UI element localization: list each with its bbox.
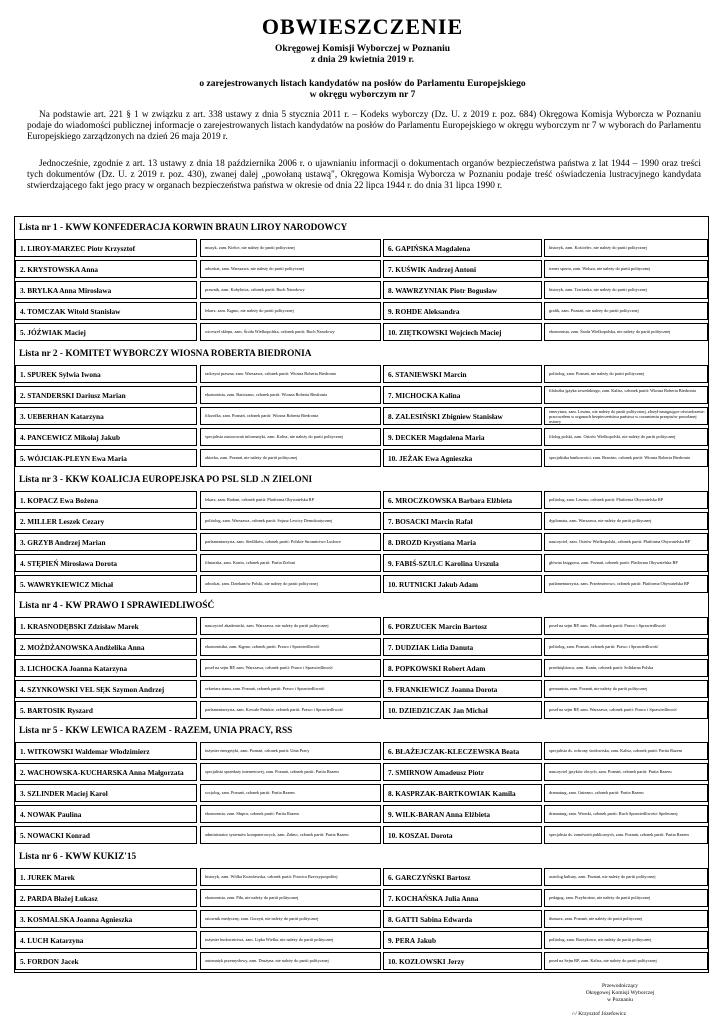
candidate-name: 6. PORZUCEK Marcin Bartosz [388, 622, 488, 631]
table-cell [383, 554, 542, 572]
table-cell [200, 407, 381, 425]
candidate-details: automatyk przemysłowy, zam. Drużyna, nie należy do partii politycznej [205, 958, 329, 963]
candidate-details: nauczyciel, zam. Ostrów Wielkopolski, członek partii: Platforma Obywatelska RP [549, 539, 691, 544]
candidate-name: 10. JEŻAK Ewa Agnieszka [388, 454, 473, 463]
candidate-details: ratownik medyczny, zam. Gorzyń, nie należy do partii politycznej [205, 916, 319, 921]
table-cell [383, 260, 542, 278]
candidate-name: 3. UEBERHAN Katarzyna [20, 412, 104, 421]
candidate-name: 8. KASPRZAK-BARTKOWIAK Kamila [388, 789, 516, 798]
candidate-details: aktorka, zam. Poznań, nie należy do partii politycznej [205, 455, 298, 460]
candidate-details: historyk, zam. Wólka Kozodawska, członek partii: Prawica Rzeczypospolitej [205, 874, 338, 879]
table-cell [383, 386, 542, 404]
candidate-name: 9. WILK-BARAN Anna Elżbieta [388, 810, 491, 819]
candidate-name: 1. WITKOWSKI Waldemar Włodzimierz [20, 747, 150, 756]
table-cell [200, 784, 381, 802]
table-cell [15, 239, 197, 257]
candidate-details: astrolog kultury, zam. Poznań, nie należy do partii politycznej [549, 874, 656, 879]
candidate-name: 2. KRYSTOWSKA Anna [20, 265, 99, 274]
candidate-details: adwokat, zam. Dziekanów Polski, nie należy do partii politycznej [205, 581, 318, 586]
table-cell [200, 659, 381, 677]
candidate-name: 4. SZYNKOWSKI VEL SĘK Szymon Andrzej [20, 685, 165, 694]
candidate-details: ekonomista, zam. Piła, nie należy do partii politycznej [205, 895, 299, 900]
table-cell [200, 365, 381, 383]
candidate-lists [14, 216, 709, 973]
candidate-details: poseł na Sejm RP, zam. Kalisz, nie należy do partii politycznej [549, 958, 657, 963]
table-cell [544, 826, 708, 844]
candidate-details: parlamentarzysta, zam. Kowale Pańskie, członek partii: Prawo i Sprawiedliwość [205, 707, 344, 712]
candidate-details: sekretarz stanu, zam. Poznań, członek partii: Prawo i Sprawiedliwość [205, 686, 325, 691]
candidate-details: lekarz, zam. Radom, członek partii: Platforma Obywatelska RP [205, 497, 315, 502]
table-cell [383, 952, 542, 970]
table-cell [15, 491, 197, 509]
table-cell [15, 952, 197, 970]
candidate-name: 5. WAWRYKIEWICZ Michał [20, 580, 114, 589]
table-cell [15, 260, 197, 278]
list-title: Lista nr 1 - KWW KONFEDERACJA KORWIN BRAUN LIROY NARODOWCY [19, 223, 348, 233]
table-cell [200, 491, 381, 509]
table-cell [15, 386, 197, 404]
table-cell [15, 868, 197, 886]
table-cell [383, 491, 542, 509]
table-cell [15, 449, 197, 467]
table-row [15, 680, 708, 701]
table-row [15, 260, 708, 281]
candidate-name: 7. KOCHAŃSKA Julia Anna [388, 894, 479, 903]
table-cell [544, 680, 708, 698]
candidate-name: 2. WACHOWSKA-KUCHARSKA Anna Małgorzata [20, 768, 184, 777]
candidate-details: radczyni prawna, zam. Warszawa, członek partii: Wiosna Roberta Biedronia [205, 371, 336, 376]
lustration-paragraph: Jednocześnie, zgodnie z art. 13 ustawy z dnia 18 października 2006 r. o ujawnianiu informacji o dokumentach organów bezpieczeństwa państwa z lat 1944 – 1990 oraz treści tych dokumentów (Dz. U. z 2019 r. poz. 430), zwanej dalej „powołaną ustawą", Okręgowa Komisja Wyborcza w Poznaniu podaje treść oświadczenia lustracyjnego kandydata stwierdzającego fakt jego pracy w organach bezpieczeństwa państwa w okresie od dnia 22 lipca 1944 r. do dnia 31 lipca 1990 r. [27, 159, 701, 191]
table-row [15, 386, 708, 407]
candidate-table [15, 365, 708, 470]
candidate-details: specjalista ds. ochrony środowiska, zam. Kalisz, członek partii: Partia Razem [549, 748, 683, 753]
table-cell [544, 701, 708, 719]
table-cell [383, 742, 542, 760]
candidate-name: 10. DZIEDZICZAK Jan Michał [388, 706, 488, 715]
candidate-details: prawnik, zam. Kobylnica, członek partii: Ruch Narodowy [205, 287, 305, 292]
table-cell [200, 617, 381, 635]
table-cell [383, 512, 542, 530]
table-cell [200, 763, 381, 781]
table-cell [15, 281, 197, 299]
table-cell [383, 302, 542, 320]
candidate-details: wiceszef sklepu, zam. Środa Wielkopolska, członek partii: Ruch Narodowy [205, 329, 335, 334]
table-row [15, 365, 708, 386]
table-cell [200, 239, 381, 257]
table-cell [15, 910, 197, 928]
candidate-name: 2. STANDERSKI Dariusz Marian [20, 391, 126, 400]
table-cell [200, 805, 381, 823]
table-cell [15, 701, 197, 719]
table-cell [544, 428, 708, 446]
candidate-details: lekarz, zam. Kępno, nie należy do partii politycznej [205, 308, 294, 313]
candidate-name: 10. ZIĘTKOWSKI Wojciech Maciej [388, 328, 502, 337]
commission-name: Okręgowej Komisji Wyborczej w Poznaniu [274, 44, 451, 54]
candidate-name: 2. PARDA Błażej Łukasz [20, 894, 98, 903]
candidate-details: historyk, zam. Kościelec, nie należy do partii politycznej [549, 245, 647, 250]
table-row [15, 575, 708, 596]
table-cell [200, 302, 381, 320]
table-cell [15, 302, 197, 320]
table-cell [383, 889, 542, 907]
candidate-details: filolog polski, zam. Ostrów Wielkopolski, nie należy do partii politycznej [549, 434, 676, 439]
table-cell [383, 239, 542, 257]
table-cell [383, 805, 542, 823]
table-cell [15, 512, 197, 530]
table-cell [544, 638, 708, 656]
table-cell [383, 910, 542, 928]
notice-date: z dnia 29 kwietnia 2019 r. [310, 55, 415, 65]
candidate-details: specjalistka bankowości, zam. Brzeżno, członek partii: Wiosna Roberta Biedronia [549, 455, 690, 460]
table-row [15, 742, 708, 763]
candidate-details: nauczyciel akademicki, zam. Warszawa, nie należy do partii politycznej [205, 623, 329, 628]
candidate-details: politolog, zam. Warszawa, członek partii: Sojusz Lewicy Demokratycznej [205, 518, 333, 523]
candidate-name: 6. GAPIŃSKA Magdalena [388, 244, 471, 253]
candidate-name: 10. KOZŁOWSKI Jerzy [388, 957, 465, 966]
table-row [15, 491, 708, 512]
signature-block [560, 983, 680, 1018]
table-row [15, 449, 708, 470]
candidate-name: 6. GARCZYŃSKI Bartosz [388, 873, 471, 882]
table-cell [544, 281, 708, 299]
table-cell [200, 554, 381, 572]
table-cell [15, 889, 197, 907]
candidate-details: specjalista sprzedaży internetowej, zam. Poznań, członek partii: Partia Razem [205, 769, 339, 774]
table-cell [15, 659, 197, 677]
table-row [15, 533, 708, 554]
candidate-name: 5. BARTOSIK Ryszard [20, 706, 93, 715]
table-cell [15, 680, 197, 698]
signature-commission: Okręgowej Komisji Wyborczej [585, 990, 655, 996]
candidate-name: 8. WAWRZYNIAK Piotr Bogusław [388, 286, 498, 295]
table-row [15, 407, 708, 428]
candidate-name: 9. DECKER Magdalena Maria [388, 433, 485, 442]
candidate-name: 9. ROHDE Aleksandra [388, 307, 460, 316]
candidate-details: germanista, zam. Poznań, nie należy do partii politycznej [549, 686, 648, 691]
candidate-details: dramaturg, zam. Wronki, członek partii: Ruch Sprawiedliwości Społecznej [549, 811, 678, 816]
table-cell [200, 260, 381, 278]
table-cell [383, 407, 542, 425]
table-cell [200, 680, 381, 698]
candidate-name: 1. LIROY-MARZEC Piotr Krzysztof [20, 244, 136, 253]
table-cell [200, 931, 381, 949]
candidate-name: 7. MICHOCKA Kalina [388, 391, 461, 400]
table-cell [544, 889, 708, 907]
table-cell [200, 742, 381, 760]
table-cell [15, 533, 197, 551]
table-row [15, 952, 708, 973]
candidate-details: filmarzka, zam. Konin, członek partii: Partia Zieloni [205, 560, 296, 565]
candidate-name: 1. SPUREK Sylwia Iwona [20, 370, 101, 379]
candidate-name: 7. SMIRNOW Amadeusz Piotr [388, 768, 484, 777]
table-row [15, 617, 708, 638]
candidate-details: politolog, zam. Poznań, członek partii: Prawo i Sprawiedliwość [549, 644, 659, 649]
table-cell [15, 575, 197, 593]
candidate-details: poseł na sejm RP, zam. Warszawa, członek partii: Prawo i Sprawiedliwość [205, 665, 333, 670]
table-cell [200, 386, 381, 404]
table-cell [200, 575, 381, 593]
table-cell [200, 428, 381, 446]
table-cell [544, 910, 708, 928]
candidate-name: 5. JÓŹWIAK Maciej [20, 328, 86, 337]
table-cell [544, 260, 708, 278]
table-row [15, 889, 708, 910]
candidate-details: administrator systemów komputerowych, zam. Żabno, członek partii: Partia Razem [205, 832, 349, 837]
candidate-details: grafik, zam. Poznań, nie należy do partii politycznej [549, 308, 639, 313]
notice-subject: o zarejestrowanych listach kandydatów na posłów do Parlamentu Europejskiego [199, 79, 526, 89]
candidate-details: tłumacz, zam. Poznań, nie należy do partii politycznej [549, 916, 643, 921]
candidate-name: 10. RUTNICKI Jakub Adam [388, 580, 479, 589]
candidate-details: główna księgowa, zam. Poznań, członek partii: Platforma Obywatelska RP [549, 560, 678, 565]
candidate-details: ekonomistka, zam. Kępno, członek partii: Prawo i Sprawiedliwość [205, 644, 320, 649]
table-cell [383, 701, 542, 719]
table-cell [544, 868, 708, 886]
table-cell [15, 365, 197, 383]
table-cell [383, 575, 542, 593]
table-row [15, 826, 708, 847]
candidate-name: 4. NOWAK Paulina [20, 810, 82, 819]
table-cell [200, 868, 381, 886]
candidate-details: inżynier energetyki, zam. Poznań, członek partii: Unia Pracy [205, 748, 310, 753]
table-row [15, 302, 708, 323]
candidate-details: inżynier budownictwa, zam. Lipka Wielka, nie należy do partii politycznej [205, 937, 334, 942]
table-cell [544, 742, 708, 760]
candidate-details: adwokat, zam. Warszawa, nie należy do partii politycznej [205, 266, 304, 271]
candidate-details: politolog, zam. Leszno, członek partii: Platforma Obywatelska RP [549, 497, 664, 502]
table-cell [383, 533, 542, 551]
table-row [15, 428, 708, 449]
candidate-table [15, 617, 708, 722]
candidate-name: 5. NOWACKI Konrad [20, 831, 90, 840]
list-title: Lista nr 6 - KWW KUKIZ'15 [19, 852, 137, 862]
candidate-details: przedsiębiorca, zam. Konin, członek partii: Solidarna Polska [549, 665, 654, 670]
table-row [15, 763, 708, 784]
candidate-details: trener sportu, zam. Wolsza, nie należy do partii politycznej [549, 266, 651, 271]
table-cell [15, 742, 197, 760]
candidate-name: 3. SZLINDER Maciej Karol [20, 789, 108, 798]
table-cell [544, 931, 708, 949]
candidate-name: 6. BŁAŻEJCZAK-KLECZEWSKA Beata [388, 747, 520, 756]
table-cell [383, 868, 542, 886]
table-cell [200, 910, 381, 928]
candidate-table [15, 868, 708, 973]
table-cell [200, 889, 381, 907]
table-cell [200, 826, 381, 844]
candidate-name: 1. JUREK Marek [20, 873, 75, 882]
candidate-name: 10. KOSZAL Dorota [388, 831, 453, 840]
candidate-details: emerytura, zam. Leszno, nie należy do partii politycznej, złożył następujące oświadczenie: pracowałem w organach bezpieczeństwa państwa w rozumieniu przepisów powołanej ustawy [549, 409, 705, 424]
candidate-name: 2. MOŻDŻANOWSKA Andżelika Anna [20, 643, 145, 652]
candidate-details: socjolog, zam. Poznań, członek partii: Partia Razem [205, 790, 295, 795]
candidate-name: 3. LICHOCKA Joanna Katarzyna [20, 664, 128, 673]
candidate-details: ekonomista, zam. Środa Wielkopolska, nie należy do partii politycznej [549, 329, 671, 334]
candidate-table [15, 239, 708, 344]
table-cell [544, 784, 708, 802]
list-title: Lista nr 5 - KKW LEWICA RAZEM - RAZEM, UNIA PRACY, RSS [19, 726, 293, 736]
signature-name: /-/ Krzysztof Józefowicz [572, 1011, 627, 1017]
candidate-name: 6. STANIEWSKI Marcin [388, 370, 467, 379]
candidate-name: 9. FABIŚ-SZULC Karolina Urszula [388, 559, 499, 568]
candidate-details: ekonomista, zam. Słupca, członek partii: Partia Razem [205, 811, 299, 816]
page-title: OBWIESZCZENIE [261, 14, 464, 39]
candidate-name: 7. KUŚWIK Andrzej Antoni [388, 265, 476, 274]
table-cell [383, 659, 542, 677]
candidate-name: 3. BRYLKA Anna Mirosława [20, 286, 112, 295]
table-cell [383, 638, 542, 656]
table-row [15, 910, 708, 931]
candidate-details: politolog, zam. Borzykowo, nie należy do partii politycznej [549, 937, 652, 942]
candidate-name: 4. PANCEWICZ Mikołaj Jakub [20, 433, 121, 442]
table-cell [383, 365, 542, 383]
list-title: Lista nr 4 - KW PRAWO I SPRAWIEDLIWOŚĆ [19, 601, 215, 611]
candidate-details: specjalista ds. zamówień publicznych, zam. Poznań, członek partii: Partia Razem [549, 832, 689, 837]
signature-role: Przewodniczący [601, 983, 639, 989]
table-row [15, 638, 708, 659]
table-row [15, 931, 708, 952]
list-title: Lista nr 3 - KKW KOALICJA EUROPEJSKA PO PSL SLD .N ZIELONI [19, 475, 313, 485]
candidate-details: specjalista zastosowań informatyki, zam. Kalisz, nie należy do partii politycznej [205, 434, 343, 439]
candidate-name: 1. KRASNODĘBSKI Zdzisław Marek [20, 622, 139, 631]
table-cell [544, 952, 708, 970]
candidate-details: pedagog, zam. Przybroźno, nie należy do partii politycznej [549, 895, 651, 900]
table-row [15, 554, 708, 575]
table-cell [544, 512, 708, 530]
table-cell [383, 931, 542, 949]
table-cell [544, 763, 708, 781]
candidate-details: historyk, zam. Trzcianka, nie należy do partii politycznej [549, 287, 647, 292]
table-cell [15, 428, 197, 446]
table-cell [383, 323, 542, 341]
candidate-details: poseł na sejm RP, zam. Warszawa, członek partii: Prawo i Sprawiedliwość [549, 707, 677, 712]
table-cell [15, 407, 197, 425]
table-row [15, 805, 708, 826]
table-cell [544, 449, 708, 467]
candidate-name: 5. WÓJCIAK-PLEYN Ewa Maria [20, 454, 127, 463]
table-cell [544, 805, 708, 823]
candidate-name: 4. STĘPIEŃ Mirosława Dorota [20, 559, 118, 568]
candidate-name: 3. KOSMALSKA Joanna Agnieszka [20, 915, 133, 924]
candidate-name: 4. LUCH Katarzyna [20, 936, 84, 945]
table-cell [544, 554, 708, 572]
table-cell [200, 512, 381, 530]
table-cell [544, 239, 708, 257]
table-cell [383, 428, 542, 446]
candidate-name: 1. KOPACZ Ewa Bożena [20, 496, 99, 505]
candidate-name: 7. DUDZIAK Lidia Danuta [388, 643, 474, 652]
table-cell [15, 323, 197, 341]
table-cell [15, 554, 197, 572]
table-cell [544, 386, 708, 404]
table-row [15, 512, 708, 533]
list-title: Lista nr 2 - KOMITET WYBORCZY WIOSNA ROBERTA BIEDRONIA [19, 349, 312, 359]
candidate-name: 8. GATTI Sabina Edwarda [388, 915, 473, 924]
candidate-details: parlamentarzysta, zam. Przeźmierowo, członek partii: Platforma Obywatelska RP [549, 581, 690, 586]
candidate-name: 9. FRANKIEWICZ Joanna Dorota [388, 685, 498, 694]
table-row [15, 659, 708, 680]
table-cell [544, 617, 708, 635]
candidate-name: 3. GRZYB Andrzej Marian [20, 538, 106, 547]
table-cell [15, 638, 197, 656]
signature-city: w Poznaniu [607, 997, 633, 1003]
candidate-table [15, 491, 708, 596]
candidate-name: 9. PERA Jakub [388, 936, 437, 945]
candidate-details: politolog, zam. Poznań, nie należy do partii politycznej [549, 371, 644, 376]
table-cell [544, 659, 708, 677]
candidate-details: parlamentarzysta, zam. Siedlików, członek partii: Polskie Stronnictwo Ludowe [205, 539, 341, 544]
table-cell [15, 826, 197, 844]
candidate-details: nauczyciel języków obcych, zam. Poznań, członek partii: Partia Razem [549, 769, 672, 774]
table-cell [383, 784, 542, 802]
table-cell [15, 931, 197, 949]
table-row [15, 784, 708, 805]
table-cell [200, 638, 381, 656]
table-cell [200, 701, 381, 719]
candidate-name: 6. MROCZKOWSKA Barbara Elżbieta [388, 496, 513, 505]
candidate-name: 5. FORDON Jacek [20, 957, 79, 966]
table-cell [200, 449, 381, 467]
table-cell [15, 805, 197, 823]
table-row [15, 868, 708, 889]
table-cell [200, 281, 381, 299]
candidate-name: 8. DROZD Krystiana Maria [388, 538, 476, 547]
table-cell [200, 952, 381, 970]
table-cell [15, 617, 197, 635]
table-row [15, 323, 708, 344]
table-cell [383, 281, 542, 299]
table-row [15, 701, 708, 722]
table-cell [544, 575, 708, 593]
candidate-name: 7. BOSACKI Marcin Rafał [388, 517, 473, 526]
table-cell [383, 617, 542, 635]
intro-paragraph: Na podstawie art. 221 § 1 w związku z art. 338 ustawy z dnia 5 stycznia 2011 r. – Kodeks wyborczy (Dz. U. z 2019 r. poz. 684) Okręgowa Komisja Wyborcza w Poznaniu podaje do wiadomości publicznej informacje o zarejestrowanych listach kandydatów na posłów do Parlamentu Europejskiego w okręgu wyborczym nr 7 w wyborach do Parlamentu Europejskiego zarządzonych na dzień 26 maja 2019 r. [27, 110, 701, 142]
table-cell [383, 763, 542, 781]
table-cell [544, 302, 708, 320]
candidate-name: 8. POPKOWSKI Robert Adam [388, 664, 486, 673]
table-cell [544, 407, 708, 425]
candidate-name: 2. MILLER Leszek Cezary [20, 517, 105, 526]
table-cell [383, 826, 542, 844]
candidate-name: 4. TOMCZAK Witold Stanisław [20, 307, 121, 316]
district: w okręgu wyborczym nr 7 [309, 90, 416, 100]
candidate-details: filolożka języka szwedzkiego, zam. Kalisz, członek partii: Wiosna Roberta Biedronia [549, 388, 696, 393]
candidate-details: poseł na sejm RP, zam. Piła, członek partii: Prawo i Sprawiedliwość [549, 623, 667, 628]
table-cell [200, 533, 381, 551]
candidate-name: 8. ZALESIŃSKI Zbigniew Stanisław [388, 412, 503, 421]
table-cell [544, 323, 708, 341]
candidate-table [15, 742, 708, 847]
table-cell [383, 449, 542, 467]
table-row [15, 239, 708, 260]
table-cell [544, 365, 708, 383]
table-cell [383, 680, 542, 698]
candidate-details: dyplomata, zam. Warszawa, nie należy do partii politycznej [549, 518, 652, 523]
candidate-details: muzyk, zam. Kielce, nie należy do partii politycznej [205, 245, 295, 250]
table-row [15, 281, 708, 302]
candidate-details: dramaturg, zam. Gniezno, członek partii: Partia Razem [549, 790, 644, 795]
table-cell [15, 763, 197, 781]
candidate-details: ekonomista, zam. Bartoszno, członek partii: Wiosna Roberta Biedronia [205, 392, 328, 397]
candidate-details: filozofka, zam. Poznań, członek partii: Wiosna Roberta Biedronia [205, 413, 319, 418]
table-cell [200, 323, 381, 341]
table-cell [544, 491, 708, 509]
table-cell [15, 784, 197, 802]
table-cell [544, 533, 708, 551]
